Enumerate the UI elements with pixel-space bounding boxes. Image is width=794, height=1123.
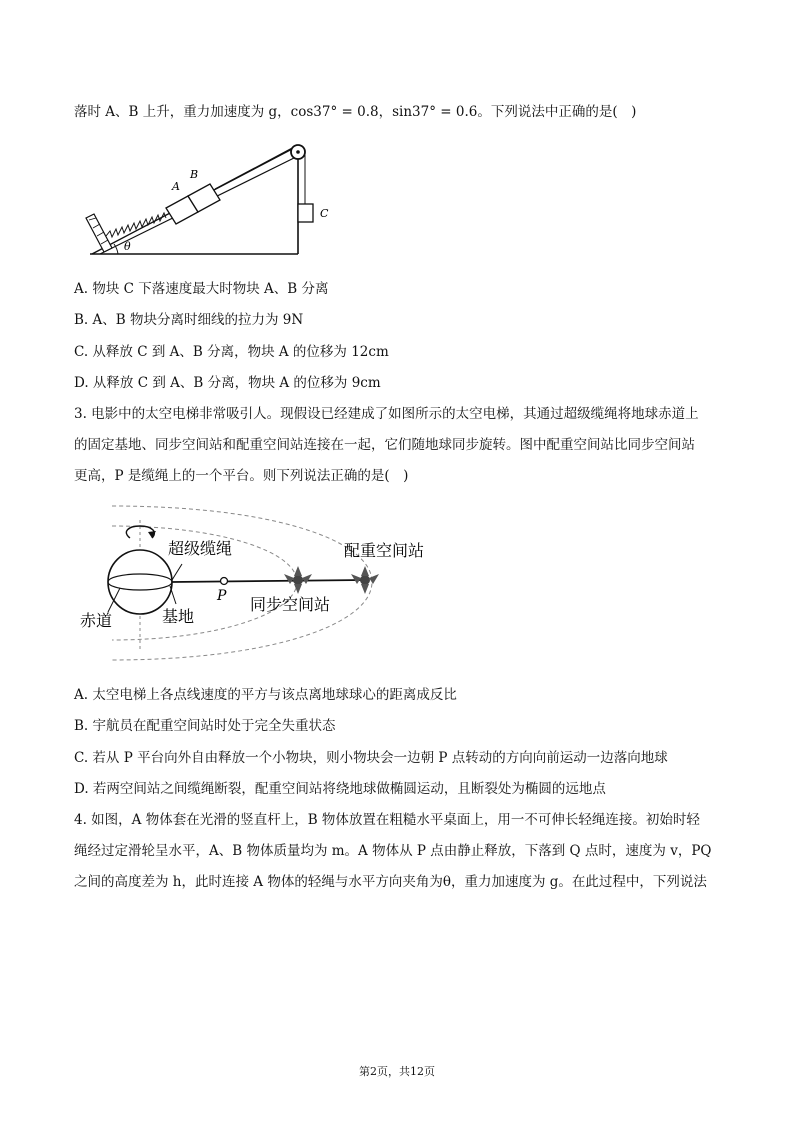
question-3-line-1: 3. 电影中的太空电梯非常吸引人。现假设已经建成了如图所示的太空电梯，其通过超级缆绳将地球赤道上 xyxy=(74,406,699,422)
option-2C: C. 从释放 C 到 A、B 分离，物块 A 的位移为 12cm xyxy=(74,344,389,360)
label-theta: θ xyxy=(124,240,131,253)
option-2B: B. A、B 物块分离时细线的拉力为 9N xyxy=(74,312,304,328)
super-cable xyxy=(172,580,364,582)
option-3A: A. 太空电梯上各点线速度的平方与该点离地球球心的距离成反比 xyxy=(74,687,457,703)
option-2A: A. 物块 C 下落速度最大时物块 A、B 分离 xyxy=(74,281,329,297)
base-pointer xyxy=(170,586,176,604)
block-C xyxy=(298,204,313,222)
label-P: P xyxy=(217,588,227,604)
sync-station-icon xyxy=(284,566,312,594)
question-4-line-1: 4. 如图，A 物体套在光滑的竖直杆上，B 物体放置在粗糙水平桌面上，用一不可伸长轻绳连接。初始时轻 xyxy=(74,812,700,828)
label-B: B xyxy=(190,168,199,181)
string-incline xyxy=(215,147,294,189)
option-2D: D. 从释放 C 到 A、B 分离，物块 A 的位移为 9cm xyxy=(74,375,381,391)
text-line-1: 落时 A、B 上升，重力加速度为 g，cos37° = 0.8，sin37° = 0.6。下列说法中正确的是( ) xyxy=(74,104,637,120)
question-3-line-2: 的固定基地、同步空间站和配重空间站连接在一起，它们随地球同步旋转。图中配重空间站比同步空间站 xyxy=(74,437,695,453)
label-C: C xyxy=(320,207,329,220)
label-A: A xyxy=(172,180,180,193)
platform-P xyxy=(221,578,228,585)
question-3-line-3: 更高，P 是缆绳上的一个平台。则下列说法正确的是( ) xyxy=(74,468,409,484)
counterweight-station-icon xyxy=(351,566,379,594)
earth xyxy=(108,550,172,614)
option-3C: C. 若从 P 平台向外自由释放一个小物块，则小物块会一边朝 P 点转动的方向向前运动一边落向地球 xyxy=(74,750,668,766)
incline-pulley-figure xyxy=(80,136,340,262)
label-base: 基地 xyxy=(162,607,195,626)
page-footer: 第2页，共12页 xyxy=(359,1065,435,1078)
option-3B: B. 宇航员在配重空间站时处于完全失重状态 xyxy=(74,718,336,734)
option-3D: D. 若两空间站之间缆绳断裂，配重空间站将绕地球做椭圆运动，且断裂处为椭圆的远地点 xyxy=(74,781,606,797)
spring xyxy=(106,213,166,237)
space-elevator-figure xyxy=(72,500,452,670)
label-counterweight-station: 配重空间站 xyxy=(344,541,425,560)
label-sync-station: 同步空间站 xyxy=(250,595,331,614)
label-super-cable: 超级缆绳 xyxy=(168,539,233,558)
label-equator: 赤道 xyxy=(80,611,113,630)
question-4-line-2: 绳经过定滑轮呈水平，A、B 物体质量均为 m。A 物体从 P 点由静止释放，下落到 Q 点时，速度为 v，PQ xyxy=(74,843,712,859)
cable-pointer xyxy=(172,564,182,580)
question-4-line-3: 之间的高度差为 h，此时连接 A 物体的轻绳与水平方向夹角为θ，重力加速度为 g。在此过程中，下列说法 xyxy=(74,874,707,890)
